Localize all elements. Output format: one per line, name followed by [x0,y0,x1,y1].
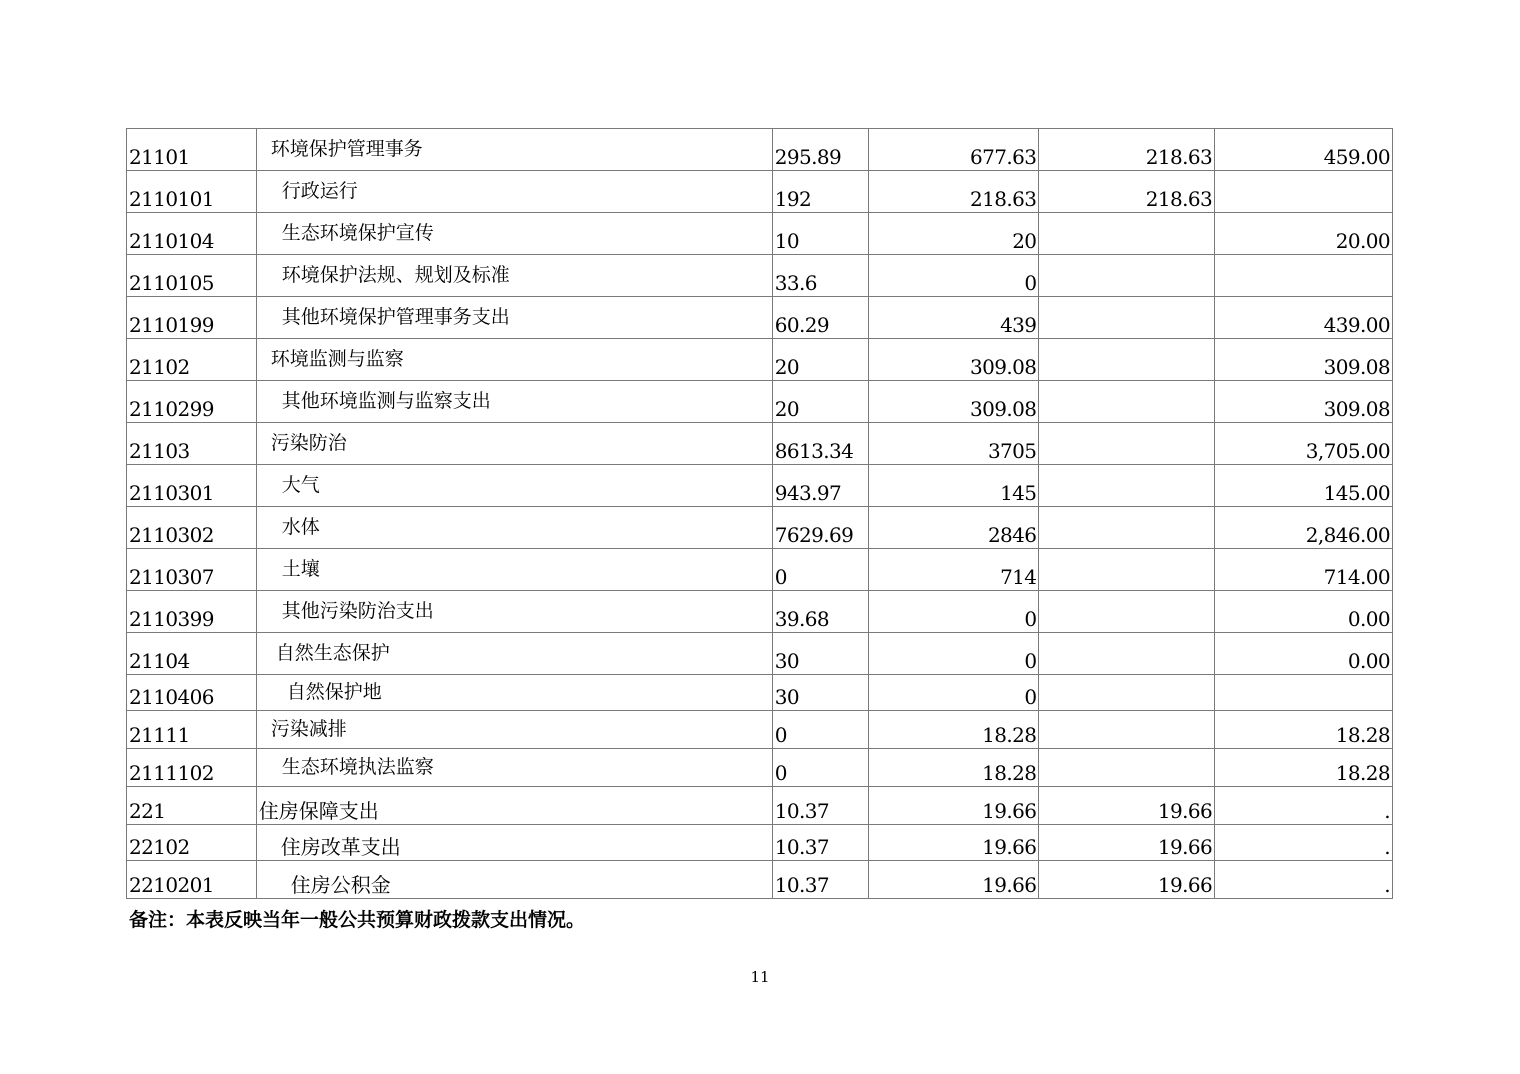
row-value-b: 3705 [868,423,1039,465]
row-value-d: 3,705.00 [1215,423,1393,465]
row-name: 水体 [281,516,320,538]
row-code: 2110101 [127,171,257,213]
row-name: 污染减排 [270,718,347,740]
row-value-d [1215,675,1393,711]
row-value-c [1039,549,1215,591]
row-code: 21104 [127,633,257,675]
table-row [127,861,1393,899]
row-value-d: 2,846.00 [1215,507,1393,549]
table-row [127,507,1393,549]
row-value-b: 0 [868,255,1039,297]
row-value-c: 19.66 [1039,825,1215,861]
row-code: 2110302 [127,507,257,549]
row-value-a: 10.37 [772,787,868,825]
row-value-a: 33.6 [772,255,868,297]
row-code: 2110104 [127,213,257,255]
row-value-d [1215,171,1393,213]
row-code: 2110307 [127,549,257,591]
expenditure-table [126,128,1393,899]
row-value-b: 0 [868,591,1039,633]
page-number: 11 [750,968,770,986]
row-name: 行政运行 [281,180,358,202]
row-value-c [1039,255,1215,297]
row-value-c: 19.66 [1039,861,1215,899]
table-row [127,465,1393,507]
row-value-b: 19.66 [868,825,1039,861]
row-value-b: 145 [868,465,1039,507]
row-code: 2110406 [127,675,257,711]
row-value-d: . [1215,787,1393,825]
row-name: 自然生态保护 [275,642,390,664]
row-value-b: 677.63 [868,129,1039,171]
row-value-a: 20 [772,381,868,423]
row-value-b: 0 [868,633,1039,675]
row-value-c [1039,507,1215,549]
row-value-c: 218.63 [1039,129,1215,171]
row-value-c: 19.66 [1039,787,1215,825]
row-name: 大气 [281,474,320,496]
row-value-a: 10.37 [772,861,868,899]
table-row [127,171,1393,213]
row-code: 2110301 [127,465,257,507]
row-value-b: 19.66 [868,787,1039,825]
row-value-d: 309.08 [1215,339,1393,381]
table-row [127,633,1393,675]
row-value-d: 0.00 [1215,591,1393,633]
row-value-b: 218.63 [868,171,1039,213]
row-value-c [1039,633,1215,675]
row-code: 2110299 [127,381,257,423]
row-code: 2110105 [127,255,257,297]
table-row [127,825,1393,861]
row-name: 环境监测与监察 [270,348,404,370]
row-value-b: 20 [868,213,1039,255]
table-row [127,591,1393,633]
footnote: 备注：本表反映当年一般公共预算财政拨款支出情况。 [129,909,586,931]
row-value-a: 192 [772,171,868,213]
row-value-a: 8613.34 [772,423,868,465]
row-value-c [1039,213,1215,255]
row-value-d: . [1215,825,1393,861]
row-value-a: 60.29 [772,297,868,339]
row-value-d: . [1215,861,1393,899]
row-value-d: 309.08 [1215,381,1393,423]
table-row [127,423,1393,465]
row-value-d: 18.28 [1215,711,1393,749]
row-value-a: 30 [772,675,868,711]
row-name: 生态环境保护宣传 [281,222,434,244]
table-row [127,339,1393,381]
row-value-a: 295.89 [772,129,868,171]
row-value-c [1039,711,1215,749]
row-value-d: 459.00 [1215,129,1393,171]
row-name: 污染防治 [270,432,347,454]
row-value-d: 20.00 [1215,213,1393,255]
row-value-c: 218.63 [1039,171,1215,213]
row-value-b: 2846 [868,507,1039,549]
row-value-a: 0 [772,711,868,749]
table-row [127,297,1393,339]
row-value-b: 0 [868,675,1039,711]
row-value-a: 30 [772,633,868,675]
row-value-d: 145.00 [1215,465,1393,507]
row-code: 2110199 [127,297,257,339]
table-row [127,129,1393,171]
row-code: 21102 [127,339,257,381]
row-value-c [1039,675,1215,711]
row-name: 住房公积金 [290,873,391,897]
row-code: 22102 [127,825,257,861]
table-row [127,675,1393,711]
row-name: 环境保护管理事务 [270,138,423,160]
row-value-a: 7629.69 [772,507,868,549]
row-value-a: 39.68 [772,591,868,633]
row-value-a: 943.97 [772,465,868,507]
row-value-a: 0 [772,549,868,591]
table-row [127,711,1393,749]
row-name: 自然保护地 [286,681,382,703]
row-value-d: 18.28 [1215,749,1393,787]
table-row [127,255,1393,297]
row-value-c [1039,423,1215,465]
row-value-c [1039,465,1215,507]
row-value-d: 0.00 [1215,633,1393,675]
row-code: 21101 [127,129,257,171]
row-value-a: 10 [772,213,868,255]
row-name: 土壤 [281,558,320,580]
row-code: 2210201 [127,861,257,899]
row-value-d: 439.00 [1215,297,1393,339]
row-name: 其他环境监测与监察支出 [281,390,491,412]
row-value-d: 714.00 [1215,549,1393,591]
table-row [127,213,1393,255]
row-code: 2110399 [127,591,257,633]
row-name: 生态环境执法监察 [281,756,434,778]
row-code: 21111 [127,711,257,749]
row-value-a: 20 [772,339,868,381]
row-value-b: 309.08 [868,339,1039,381]
row-value-c [1039,381,1215,423]
row-value-d [1215,255,1393,297]
row-value-b: 18.28 [868,749,1039,787]
row-name: 其他污染防治支出 [281,600,434,622]
table-row [127,381,1393,423]
row-value-c [1039,297,1215,339]
table-row [127,787,1393,825]
row-value-b: 439 [868,297,1039,339]
row-code: 221 [127,787,257,825]
row-value-c [1039,591,1215,633]
table-row [127,749,1393,787]
table-row [127,549,1393,591]
row-name: 住房改革支出 [280,835,401,859]
row-value-c [1039,749,1215,787]
row-value-c [1039,339,1215,381]
row-value-b: 714 [868,549,1039,591]
row-code: 21103 [127,423,257,465]
row-value-a: 10.37 [772,825,868,861]
row-name: 住房保障支出 [258,799,379,823]
row-value-a: 0 [772,749,868,787]
row-name: 其他环境保护管理事务支出 [281,306,510,328]
row-value-b: 309.08 [868,381,1039,423]
row-value-b: 18.28 [868,711,1039,749]
row-code: 2111102 [127,749,257,787]
row-name: 环境保护法规、规划及标准 [281,264,510,286]
row-value-b: 19.66 [868,861,1039,899]
